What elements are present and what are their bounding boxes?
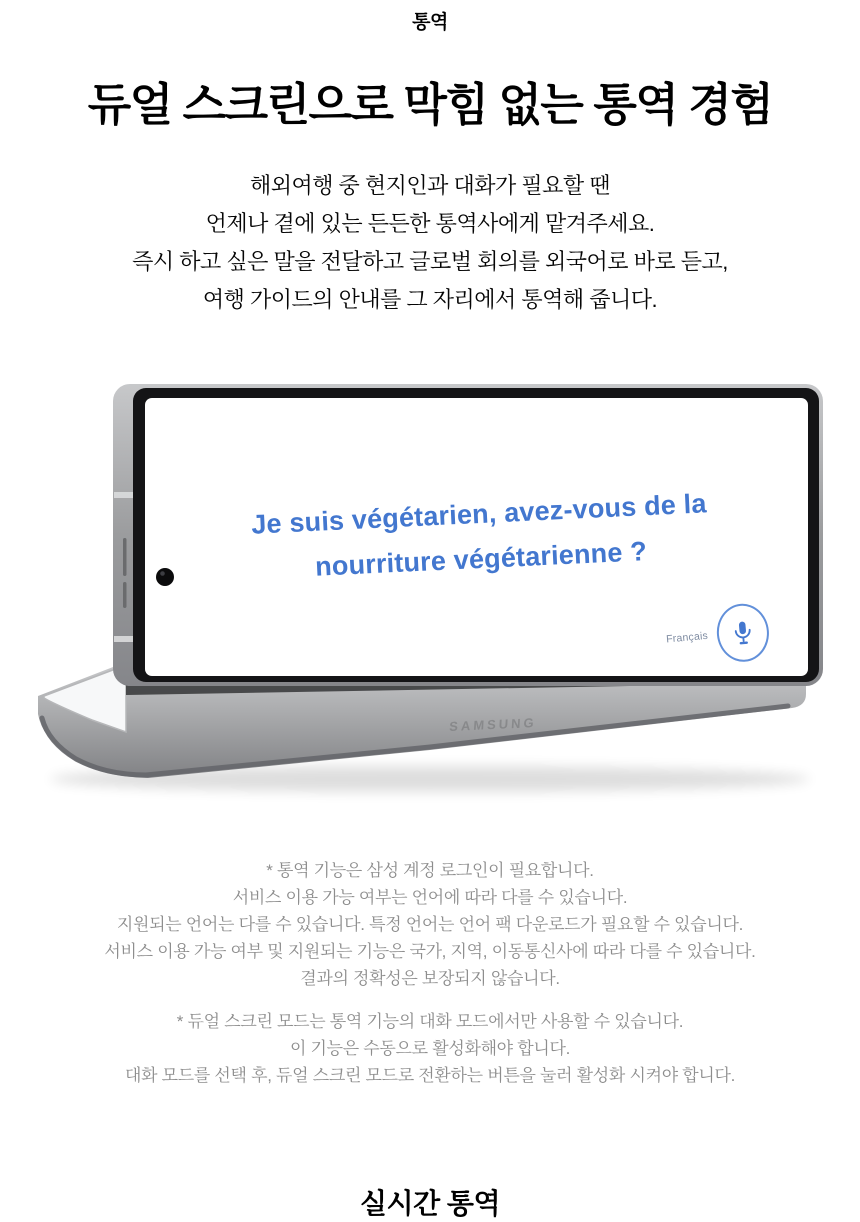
text-line: 서비스 이용 가능 여부는 언어에 따라 다를 수 있습니다.: [0, 884, 860, 911]
text-line: Je suis végétarien, avez-vous de la: [178, 478, 779, 551]
device-image: [30, 380, 830, 800]
samsung-logo: SAMSUNG: [418, 714, 569, 736]
disclaimer-block-1: [0, 857, 860, 992]
disclaimer-block-2: [0, 1008, 860, 1089]
volume-button: [123, 538, 127, 576]
language-mic-group: [664, 602, 772, 669]
text-line: 언제나 곁에 있는 든든한 통역사에게 맡겨주세요.: [0, 205, 860, 243]
intro-paragraph: [0, 167, 860, 319]
text-line: nourriture végétarienne ?: [180, 523, 781, 596]
power-button: [123, 582, 127, 608]
camera-icon: [156, 568, 174, 586]
mic-button: [714, 602, 771, 664]
text-line: 해외여행 중 현지인과 대화가 필요할 땐: [0, 167, 860, 205]
antenna-band: [114, 492, 133, 498]
text-line: 대화 모드를 선택 후, 듀얼 스크린 모드로 전환하는 버튼을 눌러 활성화 시켜야 합니다.: [0, 1062, 860, 1089]
page-title: 듀얼 스크린으로 막힘 없는 통역 경험: [0, 68, 860, 133]
text-line: * 듀얼 스크린 모드는 통역 기능의 대화 모드에서만 사용할 수 있습니다.: [0, 1008, 860, 1035]
text-line: 결과의 정확성은 보장되지 않습니다.: [0, 965, 860, 992]
antenna-band: [114, 636, 133, 642]
camera-glint: [160, 571, 165, 576]
language-label: Français: [666, 630, 709, 646]
text-line: * 통역 기능은 삼성 계정 로그인이 필요합니다.: [0, 857, 860, 884]
next-section-title: 실시간 통역: [0, 1182, 860, 1222]
text-line: 즉시 하고 싶은 말을 전달하고 글로벌 회의를 외국어로 바로 듣고,: [0, 243, 860, 281]
text-line: 서비스 이용 가능 여부 및 지원되는 기능은 국가, 지역, 이동통신사에 따라 다를 수 있습니다.: [0, 938, 860, 965]
text-line: 지원되는 언어는 다를 수 있습니다. 특정 언어는 언어 팩 다운로드가 필요할 수 있습니다.: [0, 911, 860, 938]
text-line: 이 기능은 수동으로 활성화해야 합니다.: [0, 1035, 860, 1062]
section-eyebrow: 통역: [0, 7, 860, 34]
text-line: 여행 가이드의 안내를 그 자리에서 통역해 줍니다.: [0, 281, 860, 319]
device-illustration: [30, 380, 830, 800]
microphone-icon: [729, 618, 757, 648]
